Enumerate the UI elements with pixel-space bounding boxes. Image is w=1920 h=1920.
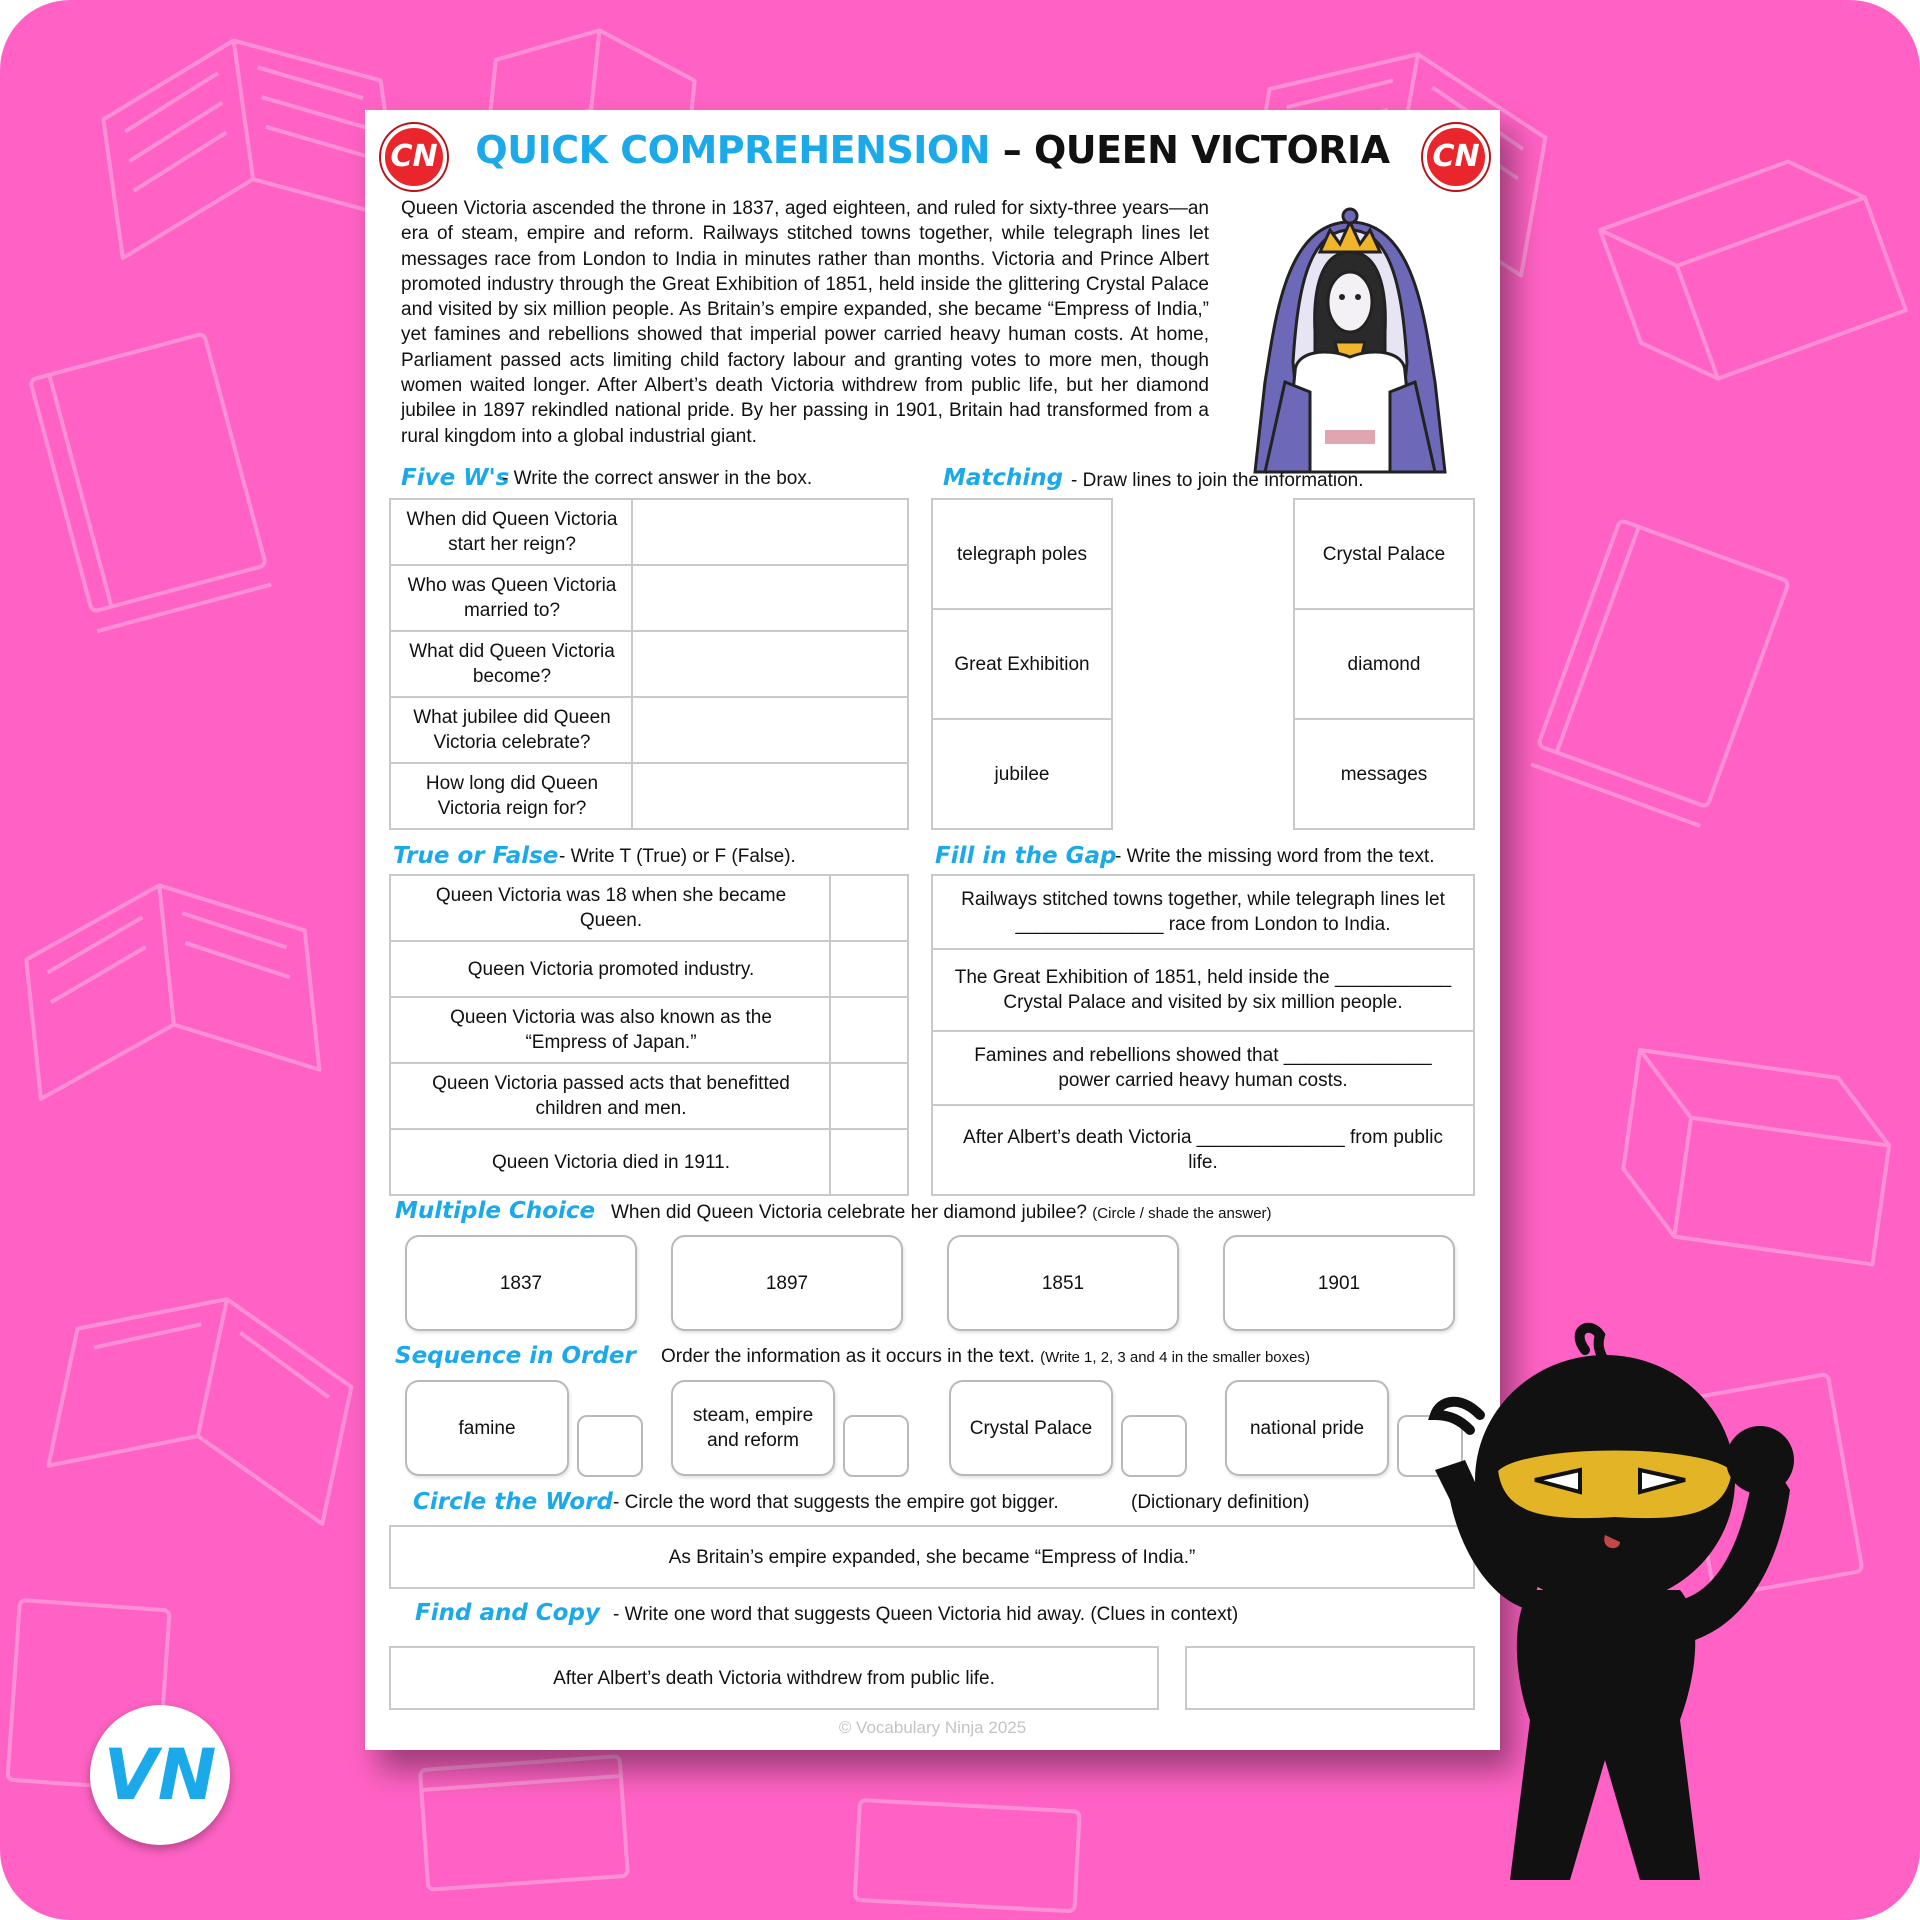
circle-word-note: (Dictionary definition) [1131, 1492, 1310, 1513]
circle-word-sentence[interactable]: As Britain’s empire expanded, she became “Empress of India.” [668, 1546, 1196, 1568]
sequence-item: famine [405, 1380, 569, 1476]
true-false-statement: Queen Victoria passed acts that benefitted children and men. [391, 1064, 831, 1130]
true-false-answer-box[interactable] [831, 1130, 907, 1194]
matching-left-item[interactable]: Great Exhibition [933, 610, 1111, 720]
multiple-choice-note: (Circle / shade the answer) [1092, 1205, 1272, 1222]
fill-gap-sentence[interactable]: After Albert’s death Victoria ______________ from public life. [963, 1127, 1443, 1173]
five-ws-answer-box[interactable] [633, 698, 907, 764]
fill-gap-sentence[interactable]: Railways stitched towns together, while telegraph lines let ______________ race from London to India. [933, 876, 1473, 950]
fill-gap-sentence[interactable]: Famines and rebellions showed that ______________ power carried heavy human costs. [933, 1032, 1473, 1106]
matching-instruction: - Draw lines to join the information. [1071, 470, 1364, 491]
five-ws-answer-box[interactable] [633, 764, 907, 828]
vn-logo-text: VN [103, 1734, 217, 1816]
sequence-instruction-text: Order the information as it occurs in the text. [661, 1346, 1035, 1367]
true-false-statement: Queen Victoria died in 1911. [491, 1151, 731, 1173]
true-false-instruction: - Write T (True) or F (False). [559, 846, 796, 867]
five-ws-heading: Five W's [401, 465, 510, 491]
multiple-choice-option[interactable]: 1837 [405, 1235, 637, 1331]
circle-word-box [389, 1525, 1475, 1589]
true-false-heading: True or False [393, 843, 559, 869]
multiple-choice-heading: Multiple Choice [395, 1198, 596, 1224]
sequence-item: steam, empire and reform [671, 1380, 835, 1476]
true-false-answer-box[interactable] [831, 942, 907, 998]
matching-right-column [1293, 498, 1475, 830]
sequence-note: (Write 1, 2, 3 and 4 in the smaller boxes) [1040, 1349, 1310, 1366]
matching-left-column [931, 498, 1113, 830]
five-ws-question: How long did Queen Victoria reign for? [425, 773, 599, 819]
page-title [365, 128, 1500, 172]
circle-word-heading: Circle the Word [413, 1489, 613, 1515]
five-ws-table [389, 498, 909, 830]
sequence-item: national pride [1225, 1380, 1389, 1476]
multiple-choice-option[interactable]: 1901 [1223, 1235, 1455, 1331]
fill-gap-sentence[interactable]: The Great Exhibition of 1851, held inside the ___________ Crystal Palace and visited by six million people. [933, 950, 1473, 1032]
true-false-answer-box[interactable] [831, 998, 907, 1064]
worksheet-page [365, 110, 1500, 1750]
true-false-statement: Queen Victoria promoted industry. [391, 942, 831, 998]
fill-gap-table [931, 874, 1475, 1196]
find-copy-instruction: - Write one word that suggests Queen Victoria hid away. (Clues in context) [613, 1604, 1239, 1625]
title-part-2: – QUEEN VICTORIA [990, 128, 1390, 172]
five-ws-answer-box[interactable] [633, 566, 907, 632]
matching-right-item[interactable]: Crystal Palace [1295, 500, 1473, 610]
multiple-choice-option[interactable]: 1851 [947, 1235, 1179, 1331]
cn-logo-left-icon: CN [381, 124, 447, 190]
title-part-1: QUICK COMPREHENSION [475, 128, 991, 172]
five-ws-question: What did Queen Victoria become? [391, 632, 633, 698]
true-false-table [389, 874, 909, 1196]
true-false-statement: Queen Victoria was also known as the “Empress of Japan.” [391, 998, 831, 1064]
find-copy-sentence: After Albert’s death Victoria withdrew from public life. [553, 1667, 995, 1689]
fill-gap-instruction: - Write the missing word from the text. [1115, 846, 1435, 867]
five-ws-answer-box[interactable] [633, 632, 907, 698]
sequence-item: Crystal Palace [949, 1380, 1113, 1476]
passage-text: Queen Victoria ascended the throne in 1837, aged eighteen, and ruled for sixty-three years—an era of steam, empire and reform. Railways stitched towns together, while telegraph lines let messages race from London to India in minutes rather than months. Victoria and Prince Albert promoted industry through the Great Exhibition of 1851, held inside the glittering Crystal Palace and visited by six million people. As Britain’s empire expanded, she became “Empress of India,” yet famines and rebellions showed that imperial power carried heavy human costs. At home, Parliament passed acts limiting child factory labour and granting votes to more men, though women waited longer. After Albert’s death Victoria withdrew from public life, but her diamond jubilee in 1897 rekindled national pride. By her passing in 1901, Britain had transformed from a rural kingdom into a global industrial giant. [401, 198, 1209, 447]
matching-right-item[interactable]: diamond [1295, 610, 1473, 720]
sequence-number-box[interactable] [577, 1415, 643, 1477]
five-ws-question: Who was Queen Victoria married to? [391, 566, 633, 632]
copyright-footer: © Vocabulary Ninja 2025 [838, 1718, 1027, 1737]
five-ws-answer-box[interactable] [633, 500, 907, 566]
matching-left-item[interactable]: jubilee [994, 763, 1050, 785]
sequence-heading: Sequence in Order [395, 1343, 636, 1369]
matching-heading: Matching [943, 465, 1064, 491]
find-copy-heading: Find and Copy [415, 1600, 600, 1626]
multiple-choice-option[interactable]: 1897 [671, 1235, 903, 1331]
true-false-answer-box[interactable] [831, 1064, 907, 1130]
matching-right-item[interactable]: messages [1340, 763, 1428, 785]
find-copy-sentence-box [389, 1646, 1159, 1710]
sequence-number-box[interactable] [1121, 1415, 1187, 1477]
sequence-number-box[interactable] [843, 1415, 909, 1477]
multiple-choice-question [611, 1202, 1272, 1224]
true-false-answer-box[interactable] [831, 876, 907, 942]
ninja-mascot-icon [1420, 1320, 1820, 1920]
five-ws-instruction: - Write the correct answer in the box. [502, 468, 813, 489]
fill-gap-heading: Fill in the Gap [935, 843, 1117, 869]
five-ws-question: What jubilee did Queen Victoria celebrate? [391, 698, 633, 764]
circle-word-instruction: - Circle the word that suggests the empire got bigger. [613, 1492, 1059, 1513]
multiple-choice-question-text: When did Queen Victoria celebrate her diamond jubilee? [611, 1202, 1088, 1223]
matching-left-item[interactable]: telegraph poles [933, 500, 1111, 610]
vn-logo-icon [90, 1705, 230, 1845]
five-ws-question: When did Queen Victoria start her reign? [391, 500, 633, 566]
queen-victoria-illustration-icon [1225, 182, 1475, 482]
cn-logo-right-icon: CN [1423, 124, 1489, 190]
sequence-instruction [661, 1346, 1310, 1368]
true-false-statement: Queen Victoria was 18 when she became Queen. [391, 876, 831, 942]
